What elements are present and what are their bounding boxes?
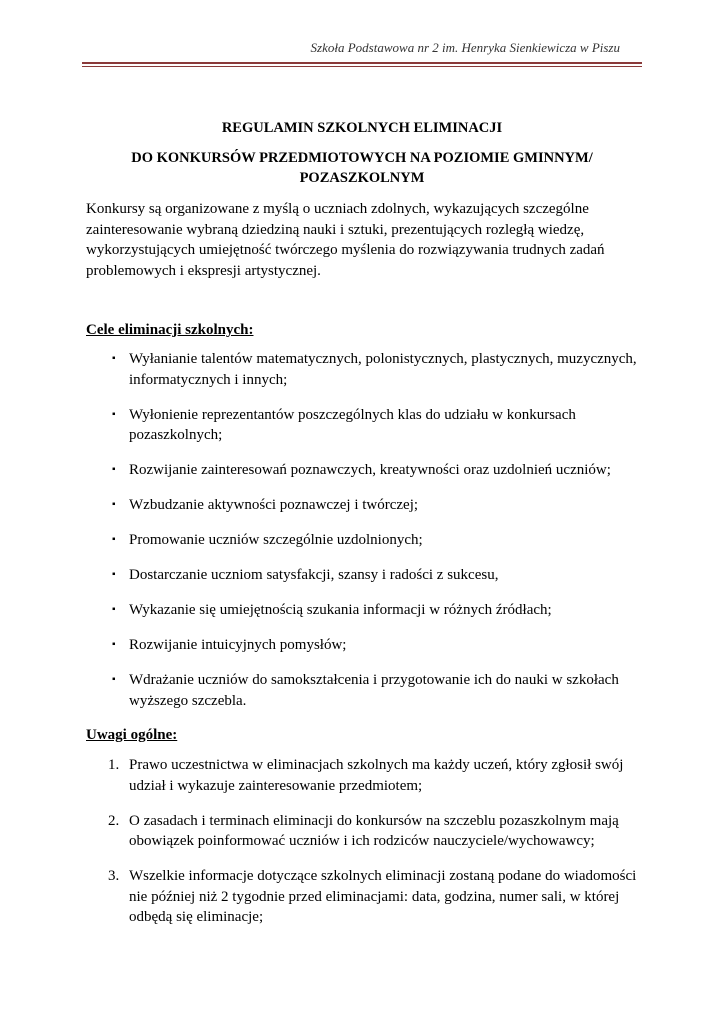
document-title-line-1: REGULAMIN SZKOLNYCH ELIMINACJI: [221, 120, 503, 136]
intro-paragraph: Konkursy są organizowane z myślą o uczniach zdolnych, wykazujących szczególne zainteresowanie wybraną dziedziną nauki i sztuki, prezentujących rozległą wiedzę, wykorzystujących umiejętność twórczego myślenia do rozwiązywania trudnych zadań problemowych i ekspresji artystycznej.: [86, 201, 605, 279]
list-item-text: Rozwijanie intuicyjnych pomysłów;: [129, 637, 347, 653]
list-item-text: Promowanie uczniów szczególnie uzdolnionych;: [129, 532, 423, 548]
header-rule: [82, 62, 642, 64]
list-item-text: Dostarczanie uczniom satysfakcji, szansy i radości z sukcesu,: [129, 567, 499, 583]
list-item-text: Rozwijanie zainteresowań poznawczych, kreatywności oraz uzdolnień uczniów;: [129, 462, 611, 478]
remarks-list: [86, 755, 646, 942]
list-item: [86, 349, 646, 390]
list-item-text: O zasadach i terminach eliminacji do konkursów na szczeblu pozaszkolnym mają obowiązek poinformować uczniów i ich rodziców nauczyciele/wychowawcy;: [129, 812, 619, 849]
remarks-heading: Uwagi ogólne:: [86, 727, 178, 743]
list-item: [86, 600, 646, 621]
list-item: [86, 755, 646, 796]
list-item-text: Wykazanie się umiejętnością szukania informacji w różnych źródłach;: [129, 602, 552, 618]
list-item: [86, 811, 646, 852]
document-title-line-2: DO KONKURSÓW PRZEDMIOTOWYCH NA POZIOMIE GMINNYM/ POZASZKOLNYM: [131, 150, 593, 186]
list-item-text: Wyłonienie reprezentantów poszczególnych klas do udziału w konkursach pozaszkolnych;: [129, 406, 576, 443]
list-number: 2.: [108, 812, 120, 829]
list-number: 3.: [108, 868, 120, 884]
bullet-icon: ▪: [112, 499, 116, 510]
list-item: [86, 495, 646, 516]
bullet-icon: ▪: [112, 569, 116, 580]
list-item: [86, 565, 646, 586]
list-item: [86, 635, 646, 656]
list-item-text: Prawo uczestnictwa w eliminacjach szkolnych ma każdy uczeń, który zgłosił swój udział i wykazuje zainteresowanie przedmiotem;: [129, 757, 624, 794]
list-item: [86, 405, 646, 446]
page-header-school-name: Szkoła Podstawowa nr 2 im. Henryka Sienkiewicza w Piszu: [310, 40, 620, 55]
header-rule-thin: [82, 66, 642, 67]
list-item-text: Wszelkie informacje dotyczące szkolnych eliminacji zostaną podane do wiadomości nie później niż 2 tygodnie przed eliminacjami: data, godzina, numer sali, w której odbędą się eliminacje;: [129, 868, 637, 925]
list-number: 1.: [108, 757, 120, 773]
bullet-icon: ▪: [112, 408, 116, 420]
bullet-icon: ▪: [112, 674, 116, 685]
bullet-icon: ▪: [112, 639, 116, 650]
list-item: [86, 460, 646, 481]
bullet-icon: ▪: [112, 604, 116, 615]
list-item: [86, 530, 646, 551]
list-item-text: Wzbudzanie aktywności poznawczej i twórczej;: [129, 497, 419, 513]
goals-heading: Cele eliminacji szkolnych:: [86, 322, 254, 338]
list-item-text: Wyłanianie talentów matematycznych, polonistycznych, plastycznych, muzycznych, informatycznych i innych;: [129, 351, 637, 388]
goals-list: [86, 349, 646, 726]
bullet-icon: ▪: [112, 534, 116, 545]
list-item: [86, 866, 646, 928]
list-item-text: Wdrażanie uczniów do samokształcenia i przygotowanie ich do nauki w szkołach wyższego szczebla.: [129, 672, 619, 709]
bullet-icon: ▪: [112, 464, 116, 475]
list-item: [86, 670, 646, 711]
bullet-icon: ▪: [112, 353, 116, 364]
